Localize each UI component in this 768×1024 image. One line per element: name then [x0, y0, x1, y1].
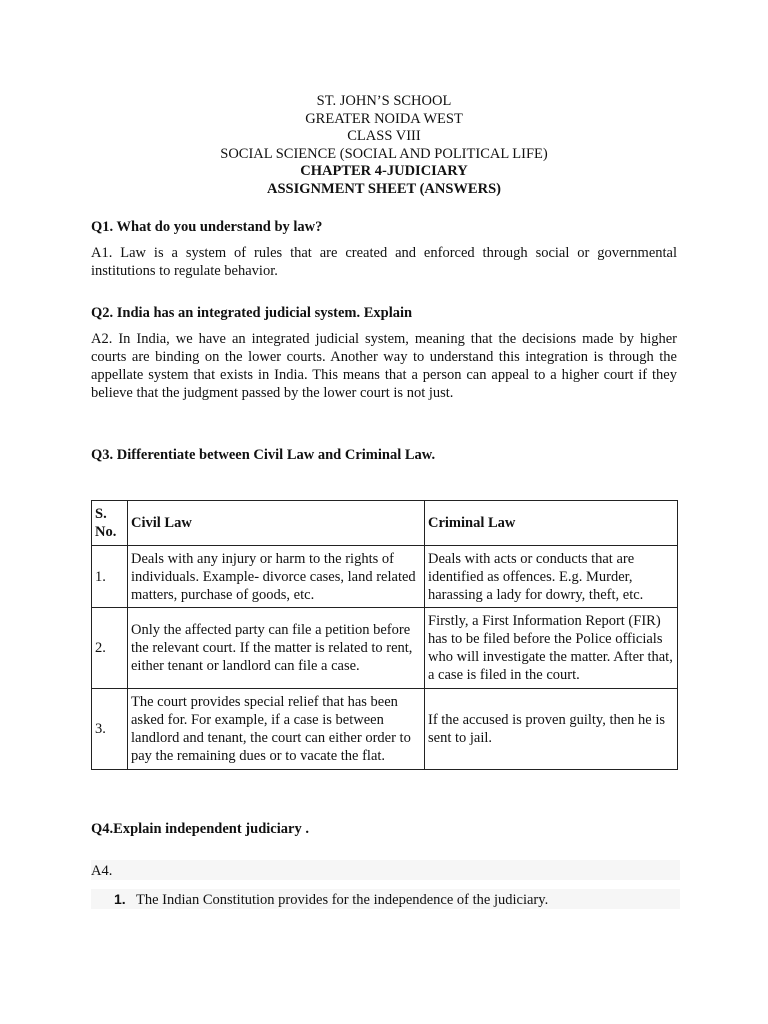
table-cell: If the accused is proven guilty, then he is sent to jail. — [425, 689, 678, 770]
table-cell: Deals with any injury or harm to the rights of individuals. Example- divorce cases, land related matters, purchase of goods, etc. — [128, 546, 425, 608]
question-3: Q3. Differentiate between Civil Law and Criminal Law. — [91, 447, 436, 463]
school-location: GREATER NOIDA WEST — [305, 110, 463, 127]
table-cell: Only the affected party can file a petition before the relevant court. If the matter is related to rent, either tenant or landlord can file a case. — [128, 608, 425, 689]
sheet-title: ASSIGNMENT SHEET (ANSWERS) — [267, 180, 501, 197]
table-cell: 1. — [92, 546, 128, 608]
table-cell: 2. — [92, 608, 128, 689]
table-row — [92, 689, 678, 770]
chapter-title: CHAPTER 4-JUDICIARY — [300, 163, 468, 179]
table-header-cell: S. No. — [92, 501, 128, 546]
point-number: 1. — [114, 891, 126, 907]
table-header-cell: Criminal Law — [425, 501, 678, 546]
table-cell: The court provides special relief that has been asked for. For example, if a case is between landlord and tenant, the court can either order to pay the remaining dues or to vacate the flat. — [128, 689, 425, 770]
point-text: The Indian Constitution provides for the independence of the judiciary. — [136, 892, 549, 908]
question-4: Q4.Explain independent judiciary . — [91, 821, 309, 837]
civil-criminal-table — [91, 500, 678, 770]
question-1: Q1. What do you understand by law? — [91, 219, 323, 235]
class-label: CLASS VIII — [347, 128, 421, 144]
answer-1: A1. Law is a system of rules that are created and enforced through social or governmental institutions to regulate behavior. — [91, 245, 677, 279]
answer-4-label: A4. — [91, 863, 113, 879]
document-header — [0, 93, 768, 198]
table-row — [92, 546, 678, 608]
table-cell: 3. — [92, 689, 128, 770]
table-header-cell: Civil Law — [128, 501, 425, 546]
question-2: Q2. India has an integrated judicial system. Explain — [91, 305, 413, 321]
school-name: ST. JOHN’S SCHOOL — [316, 93, 452, 109]
table-header-row — [92, 501, 678, 546]
answer-2: A2. In India, we have an integrated judicial system, meaning that the decisions made by higher courts are binding on the lower courts. Another way to understand this integration is through the appellate system that exists in India. This means that a person can appeal to a higher court if they believe that the judgment passed by the lower court is not just. — [91, 331, 677, 401]
subject-label: SOCIAL SCIENCE (SOCIAL AND POLITICAL LIFE) — [220, 145, 548, 162]
table-cell: Deals with acts or conducts that are identified as offences. E.g. Murder, harassing a lady for dowry, theft, etc. — [425, 546, 678, 608]
table-cell: Firstly, a First Information Report (FIR) has to be filed before the Police officials who will investigate the matter. After that, a case is filed in the court. — [425, 608, 678, 689]
table-row — [92, 608, 678, 689]
